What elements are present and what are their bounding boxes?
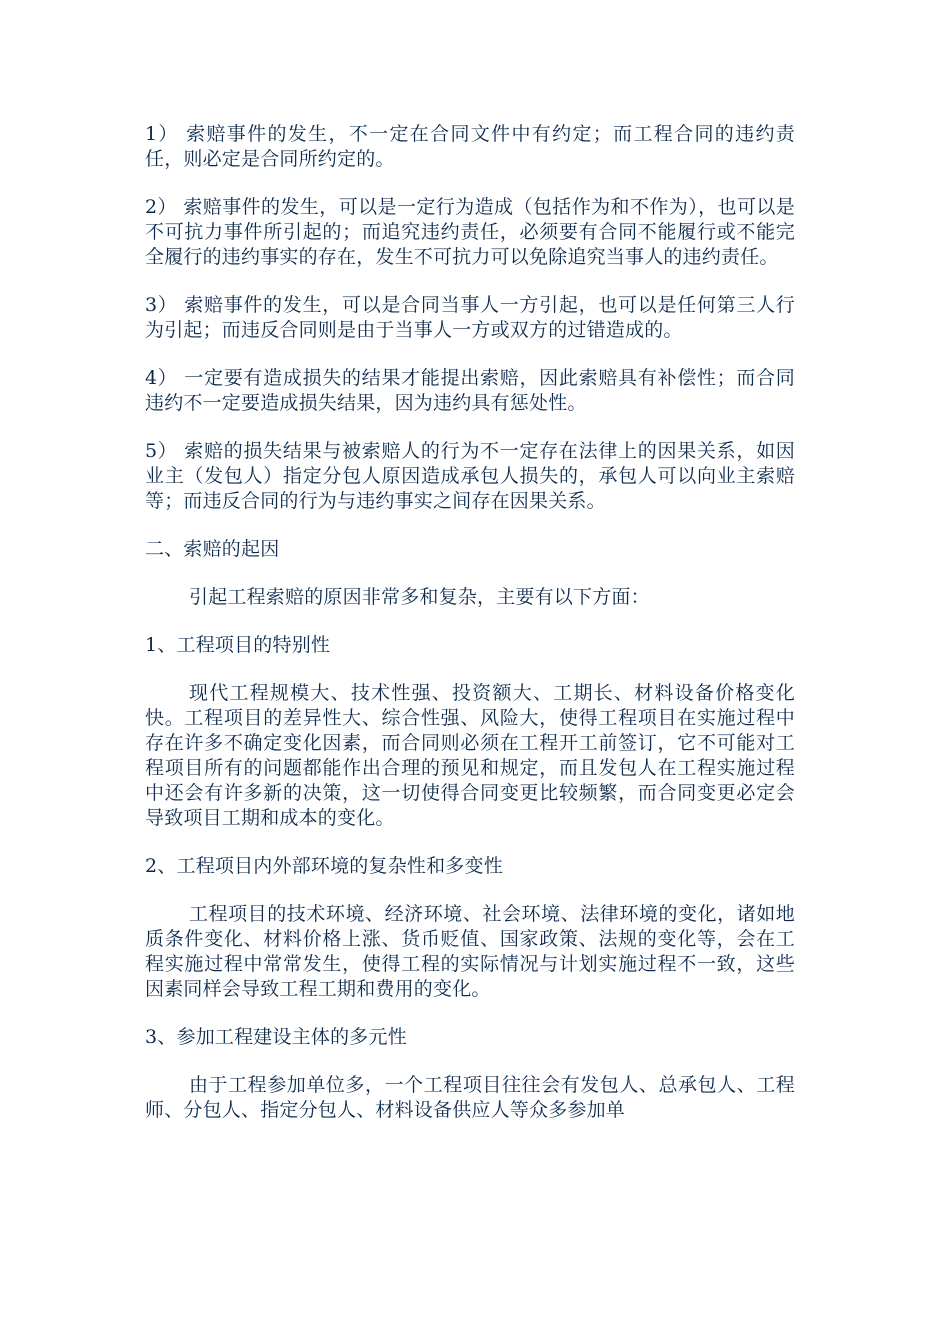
document-page xyxy=(145,122,795,1146)
subheading-participant-diversity: 3、参加工程建设主体的多元性 xyxy=(145,1026,407,1048)
paragraph-claim-point-4: 4） 一定要有造成损失的结果才能提出索赔，因此索赔具有补偿性；而合同违约不一定要造成损失结果，因为违约具有惩处性。 xyxy=(145,367,795,414)
paragraph-claim-point-5: 5） 索赔的损失结果与被索赔人的行为不一定存在法律上的因果关系，如因业主（发包人）指定分包人原因造成承包人损失的，承包人可以向业主索赔等；而违反合同的行为与违约事实之间存在因果关系。 xyxy=(145,440,795,512)
paragraph-claim-point-1: 1） 索赔事件的发生，不一定在合同文件中有约定；而工程合同的违约责任，则必定是合同所约定的。 xyxy=(145,123,795,170)
paragraph-participant-diversity: 由于工程参加单位多，一个工程项目往往会有发包人、总承包人、工程师、分包人、指定分包人、材料设备供应人等众多参加单 xyxy=(145,1074,795,1121)
paragraph-claim-point-2: 2） 索赔事件的发生，可以是一定行为造成（包括作为和不作为），也可以是不可抗力事件所引起的；而追究违约责任，必须要有合同不能履行或不能完全履行的违约事实的存在，发生不可抗力可以免除追究当事人的违约责任。 xyxy=(145,196,795,268)
paragraph-environment-complexity: 工程项目的技术环境、经济环境、社会环境、法律环境的变化，诸如地质条件变化、材料价格上涨、货币贬值、国家政策、法规的变化等，会在工程实施过程中常常发生，使得工程的实际情况与计划实施过程不一致，这些因素同样会导致工程工期和费用的变化。 xyxy=(145,903,795,1000)
section-heading-claim-causes: 二、索赔的起因 xyxy=(145,538,280,560)
subheading-environment-complexity: 2、工程项目内外部环境的复杂性和多变性 xyxy=(145,855,503,877)
paragraph-causes-intro: 引起工程索赔的原因非常多和复杂，主要有以下方面： xyxy=(189,586,650,608)
subheading-project-particularity: 1、工程项目的特别性 xyxy=(145,634,331,656)
paragraph-project-particularity: 现代工程规模大、技术性强、投资额大、工期长、材料设备价格变化快。工程项目的差异性大、综合性强、风险大，使得工程项目在实施过程中存在许多不确定变化因素，而合同则必须在工程开工前签订，它不可能对工程项目所有的问题都能作出合理的预见和规定，而且发包人在工程实施过程中还会有许多新的决策，这一切使得合同变更比较频繁，而合同变更必定会导致项目工期和成本的变化。 xyxy=(145,682,795,829)
paragraph-claim-point-3: 3） 索赔事件的发生，可以是合同当事人一方引起，也可以是任何第三人行为引起；而违反合同则是由于当事人一方或双方的过错造成的。 xyxy=(145,294,795,341)
